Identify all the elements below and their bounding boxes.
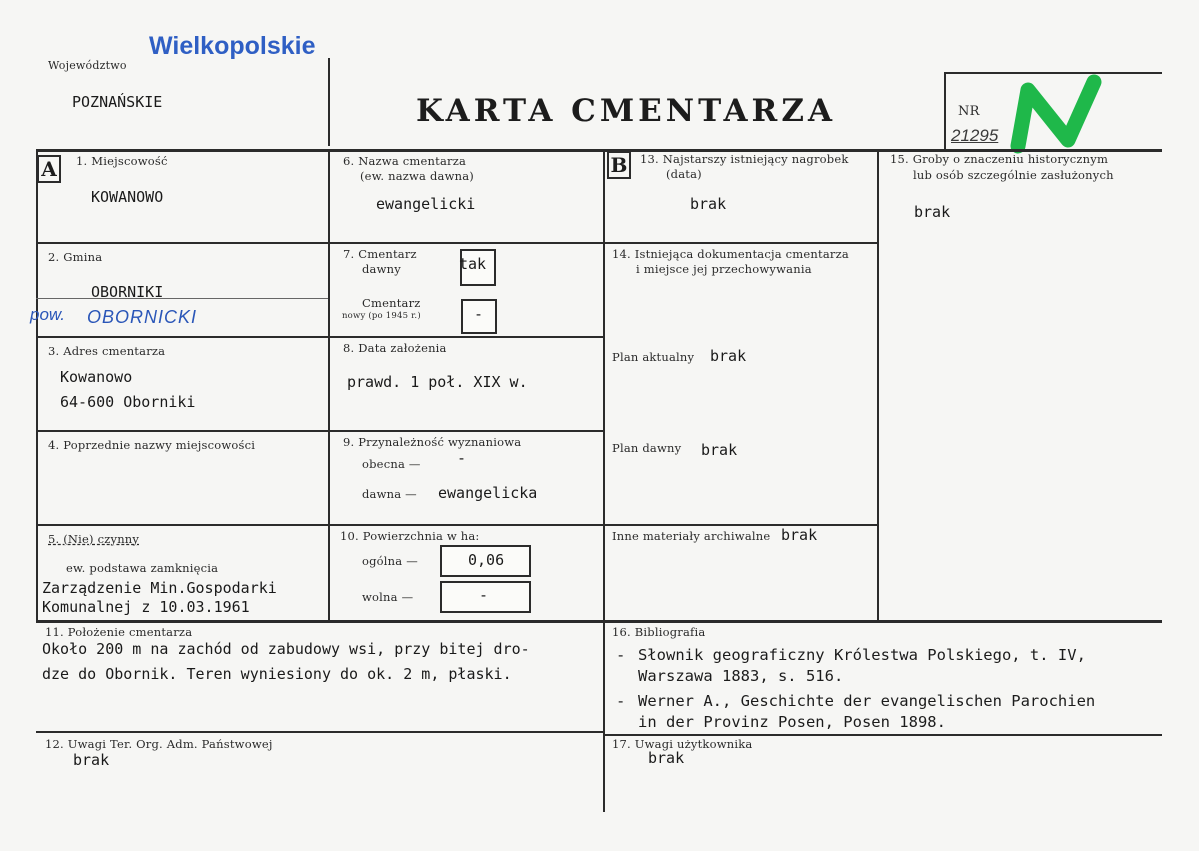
powiat-value: OBORNICKI bbox=[87, 307, 198, 327]
uwagi-ter-value: brak bbox=[73, 751, 110, 769]
row-line-a4 bbox=[36, 524, 328, 526]
bibliografia-item bbox=[616, 691, 1095, 733]
cmentarz-dawny-label: 7. Cmentarz bbox=[343, 247, 417, 261]
uwagi-uzytkownika-value: brak bbox=[648, 749, 685, 767]
card-title: KARTA CMENTARZA bbox=[416, 93, 836, 129]
nr-label: NR bbox=[958, 104, 980, 119]
najstarszy-value: brak bbox=[690, 195, 727, 213]
cmentarz-dawny-value: tak bbox=[459, 255, 487, 273]
nazwa-value: ewangelicki bbox=[376, 195, 476, 213]
region-stamp: Wielkopolskie bbox=[149, 32, 316, 60]
row-line-a3 bbox=[36, 430, 328, 432]
powiat-prefix: pow. bbox=[30, 305, 65, 324]
cmentarz-nowy-value: - bbox=[474, 305, 484, 323]
row-line-b1 bbox=[330, 242, 603, 244]
header-divider bbox=[328, 58, 330, 146]
wolna-value: - bbox=[479, 586, 489, 604]
dawna-value: ewangelicka bbox=[438, 484, 538, 502]
row-line-c1 bbox=[605, 242, 877, 244]
gmina-label: 2. Gmina bbox=[48, 250, 103, 264]
gmina-thin-rule bbox=[36, 298, 328, 299]
plan-dawny-label: Plan dawny bbox=[612, 441, 682, 455]
left-edge bbox=[36, 150, 38, 620]
wojewodztwo-label: Województwo bbox=[48, 59, 127, 72]
col-divider-2 bbox=[603, 150, 605, 812]
adres-line2: 64-600 Oborniki bbox=[60, 393, 196, 411]
ogolna-value: 0,06 bbox=[468, 551, 505, 569]
data-zalozenia-value: prawd. 1 poł. XIX w. bbox=[347, 373, 528, 391]
adres-label: 3. Adres cmentarza bbox=[48, 344, 166, 358]
data-zalozenia-label: 8. Data założenia bbox=[343, 341, 447, 355]
plan-aktualny-value: brak bbox=[710, 347, 747, 365]
polozenie-top-rule bbox=[36, 620, 1162, 623]
cmentarz-nowy-label: Cmentarz bbox=[362, 296, 421, 310]
czynny-line2: Komunalnej z 10.03.1961 bbox=[42, 598, 250, 616]
polozenie-line1: Około 200 m na zachód od zabudowy wsi, przy bitej dro- bbox=[42, 640, 530, 658]
polozenie-line2: dze do Obornik. Teren wyniesiony do ok. 2 m, płaski. bbox=[42, 665, 512, 683]
ogolna-label: ogólna — bbox=[362, 554, 418, 568]
obecna-value: - bbox=[457, 449, 467, 467]
gmina-value: OBORNIKI bbox=[91, 283, 164, 301]
dokumentacja-sublabel: i miejsce jej przechowywania bbox=[636, 262, 812, 276]
czynny-sub-label: ew. podstawa zamknięcia bbox=[66, 561, 219, 575]
cmentarz-nowy-sublabel: nowy (po 1945 r.) bbox=[342, 311, 421, 321]
bibliografia-item-line2: in der Provinz Posen, Posen 1898. bbox=[638, 713, 946, 731]
col-divider-3 bbox=[877, 150, 879, 620]
czynny-label: 5. (Nie) czynny bbox=[48, 532, 140, 546]
adres-line1: Kowanowo bbox=[60, 368, 133, 386]
dawna-label: dawna — bbox=[362, 487, 417, 501]
row-line-b4 bbox=[330, 524, 603, 526]
col-divider-1 bbox=[328, 150, 330, 620]
groby-value: brak bbox=[914, 203, 951, 221]
groby-sublabel: lub osób szczególnie zasłużonych bbox=[913, 168, 1114, 182]
wojewodztwo-value: POZNAŃSKIE bbox=[72, 93, 163, 111]
bibliografia-list bbox=[616, 645, 1095, 733]
plan-dawny-value: brak bbox=[701, 441, 738, 459]
section-b-letter: B bbox=[607, 151, 631, 179]
uwagi-ter-label: 12. Uwagi Ter. Org. Adm. Państwowej bbox=[45, 737, 273, 751]
bibliografia-item bbox=[616, 645, 1095, 687]
dokumentacja-label: 14. Istniejąca dokumentacja cmentarza bbox=[612, 247, 849, 261]
polozenie-label: 11. Położenie cmentarza bbox=[45, 625, 193, 639]
powierzchnia-label: 10. Powierzchnia w ha: bbox=[340, 529, 480, 543]
wolna-label: wolna — bbox=[362, 590, 414, 604]
czynny-line1: Zarządzenie Min.Gospodarki bbox=[42, 579, 277, 597]
przynaleznosc-label: 9. Przynależność wyznaniowa bbox=[343, 435, 522, 449]
row-line-b3 bbox=[330, 430, 603, 432]
nazwa-label: 6. Nazwa cmentarza bbox=[343, 154, 467, 168]
row-line-a2 bbox=[36, 336, 328, 338]
inne-label: Inne materiały archiwalne bbox=[612, 529, 771, 543]
inne-value: brak bbox=[781, 526, 818, 544]
bibliografia-label: 16. Bibliografia bbox=[612, 625, 706, 639]
bibliografia-bottom-rule bbox=[605, 734, 1162, 736]
miejscowosc-value: KOWANOWO bbox=[91, 188, 164, 206]
obecna-label: obecna — bbox=[362, 457, 421, 471]
miejscowosc-label: 1. Miejscowość bbox=[76, 154, 168, 168]
najstarszy-sublabel: (data) bbox=[666, 167, 702, 181]
bibliografia-item-line1: - Słownik geograficzny Królestwa Polskiego, t. IV, bbox=[638, 646, 1086, 664]
nr-value: 21295 bbox=[951, 126, 999, 145]
row-line-a1 bbox=[36, 242, 328, 244]
green-n-mark-icon bbox=[1000, 70, 1120, 160]
groby-label: 15. Groby o znaczeniu historycznym bbox=[890, 152, 1109, 166]
nazwa-sublabel: (ew. nazwa dawna) bbox=[360, 169, 474, 183]
section-a-letter: A bbox=[37, 155, 61, 183]
poprzednie-label: 4. Poprzednie nazwy miejscowości bbox=[48, 438, 256, 452]
row-line-b2 bbox=[330, 336, 603, 338]
bibliografia-item-line2: Warszawa 1883, s. 516. bbox=[638, 667, 844, 685]
plan-aktualny-label: Plan aktualny bbox=[612, 350, 695, 364]
row-line-c2 bbox=[605, 524, 877, 526]
uwagi-uzytkownika-label: 17. Uwagi użytkownika bbox=[612, 737, 753, 751]
najstarszy-label: 13. Najstarszy istniejący nagrobek bbox=[640, 152, 849, 166]
bibliografia-item-line1: - Werner A., Geschichte der evangelischen Parochien bbox=[638, 692, 1096, 710]
polozenie-bottom-rule bbox=[36, 731, 603, 733]
cmentarz-dawny-sublabel: dawny bbox=[362, 262, 401, 276]
